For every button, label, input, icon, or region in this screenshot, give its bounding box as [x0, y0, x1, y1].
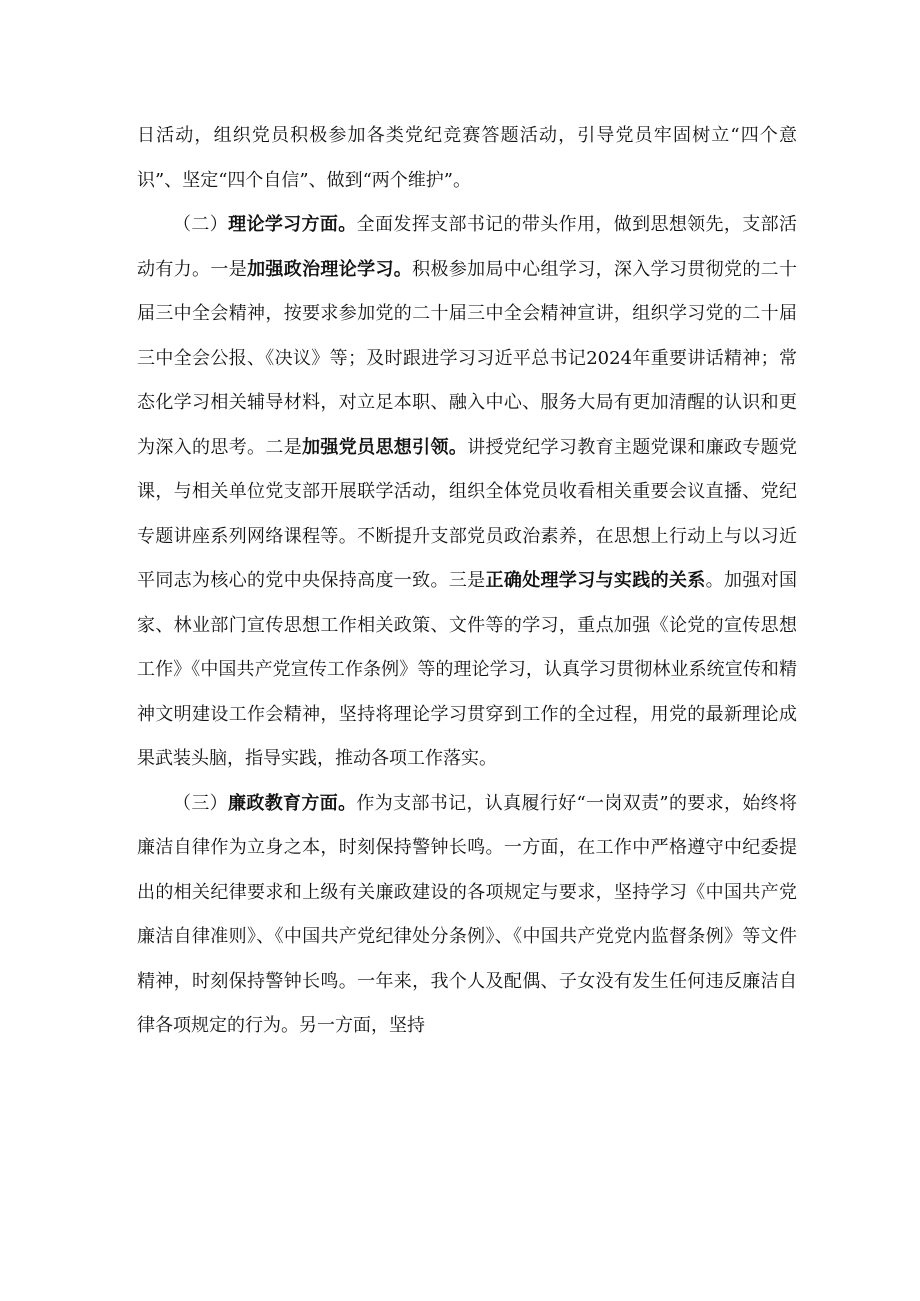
text-run: 全面发挥支部书记的带头作用，做到思想领先，支部活动有力。一是 — [137, 214, 798, 280]
point-heading-study-practice: 正确处理学习与实践的关系 — [485, 570, 706, 591]
text-run: 作为支部书记，认真履行好“一岗双责”的要求，始终将廉洁自律作为立身之本，时刻保持警钟长鸣。一方面，在工作中严格遵守中纪委提出的相关纪律要求和上级有关廉政建设的各项规定与要求，坚持学习《中国共产党廉洁自律准则》、《中国共产党纪律处分条例》、《中国共产党党内监督条例》等文件精神，时刻保持警钟长鸣。一年来，我个人及配偶、子女没有发生任何违反廉洁自律各项规定的行为。另一方面，坚持 — [137, 792, 798, 1036]
document-body — [137, 114, 797, 1049]
point-heading-political-theory: 加强政治理论学习。 — [247, 258, 413, 280]
section-heading-theory-study: 理论学习方面。 — [228, 214, 357, 235]
text-run: 讲授党纪学习教育主题党课和廉政专题党课，与相关单位党支部开展联学活动，组织全体党员收看相关重要会议直播、党纪专题讲座系列网络课程等。不断提升支部党员政治素养，在思想上行动上与以习近平同志为核心的党中央保持高度一致。三是 — [137, 436, 798, 591]
paragraph-activities — [137, 114, 797, 203]
text-run: 日活动，组织党员积极参加各类党纪竞赛答题活动，引导党员牢固树立“四个意识”、坚定“四个自信”、做到“两个维护”。 — [137, 125, 797, 191]
section-heading-integrity-education: 廉政教育方面。 — [228, 792, 357, 814]
paragraph-integrity-education — [137, 782, 797, 1049]
text-run: （二） — [173, 214, 229, 235]
text-run: （三） — [173, 792, 229, 814]
text-run: 积极参加局中心组学习，深入学习贯彻党的二十届三中全会精神，按要求参加党的二十届三中全会精神宣讲，组织学习党的二十届三中全会公报、《决议》等；及时跟进学习习近平总书记2024年重要讲话精神；常态化学习相关辅导材料，对立足本职、融入中心、服务大局有更加清醒的认识和更为深入的思考。二是 — [137, 258, 798, 458]
point-heading-ideological-guidance: 加强党员思想引领。 — [302, 436, 468, 458]
text-run: 。加强对国家、林业部门宣传思想工作相关政策、文件等的学习，重点加强《论党的宣传思想工作》《中国共产党宣传工作条例》等的理论学习，认真学习贯彻林业系统宣传和精神文明建设工作会精神，坚持将理论学习贯穿到工作的全过程，用党的最新理论成果武装头脑，指导实践，推动各项工作落实。 — [137, 570, 798, 769]
paragraph-theory-study — [137, 203, 797, 782]
